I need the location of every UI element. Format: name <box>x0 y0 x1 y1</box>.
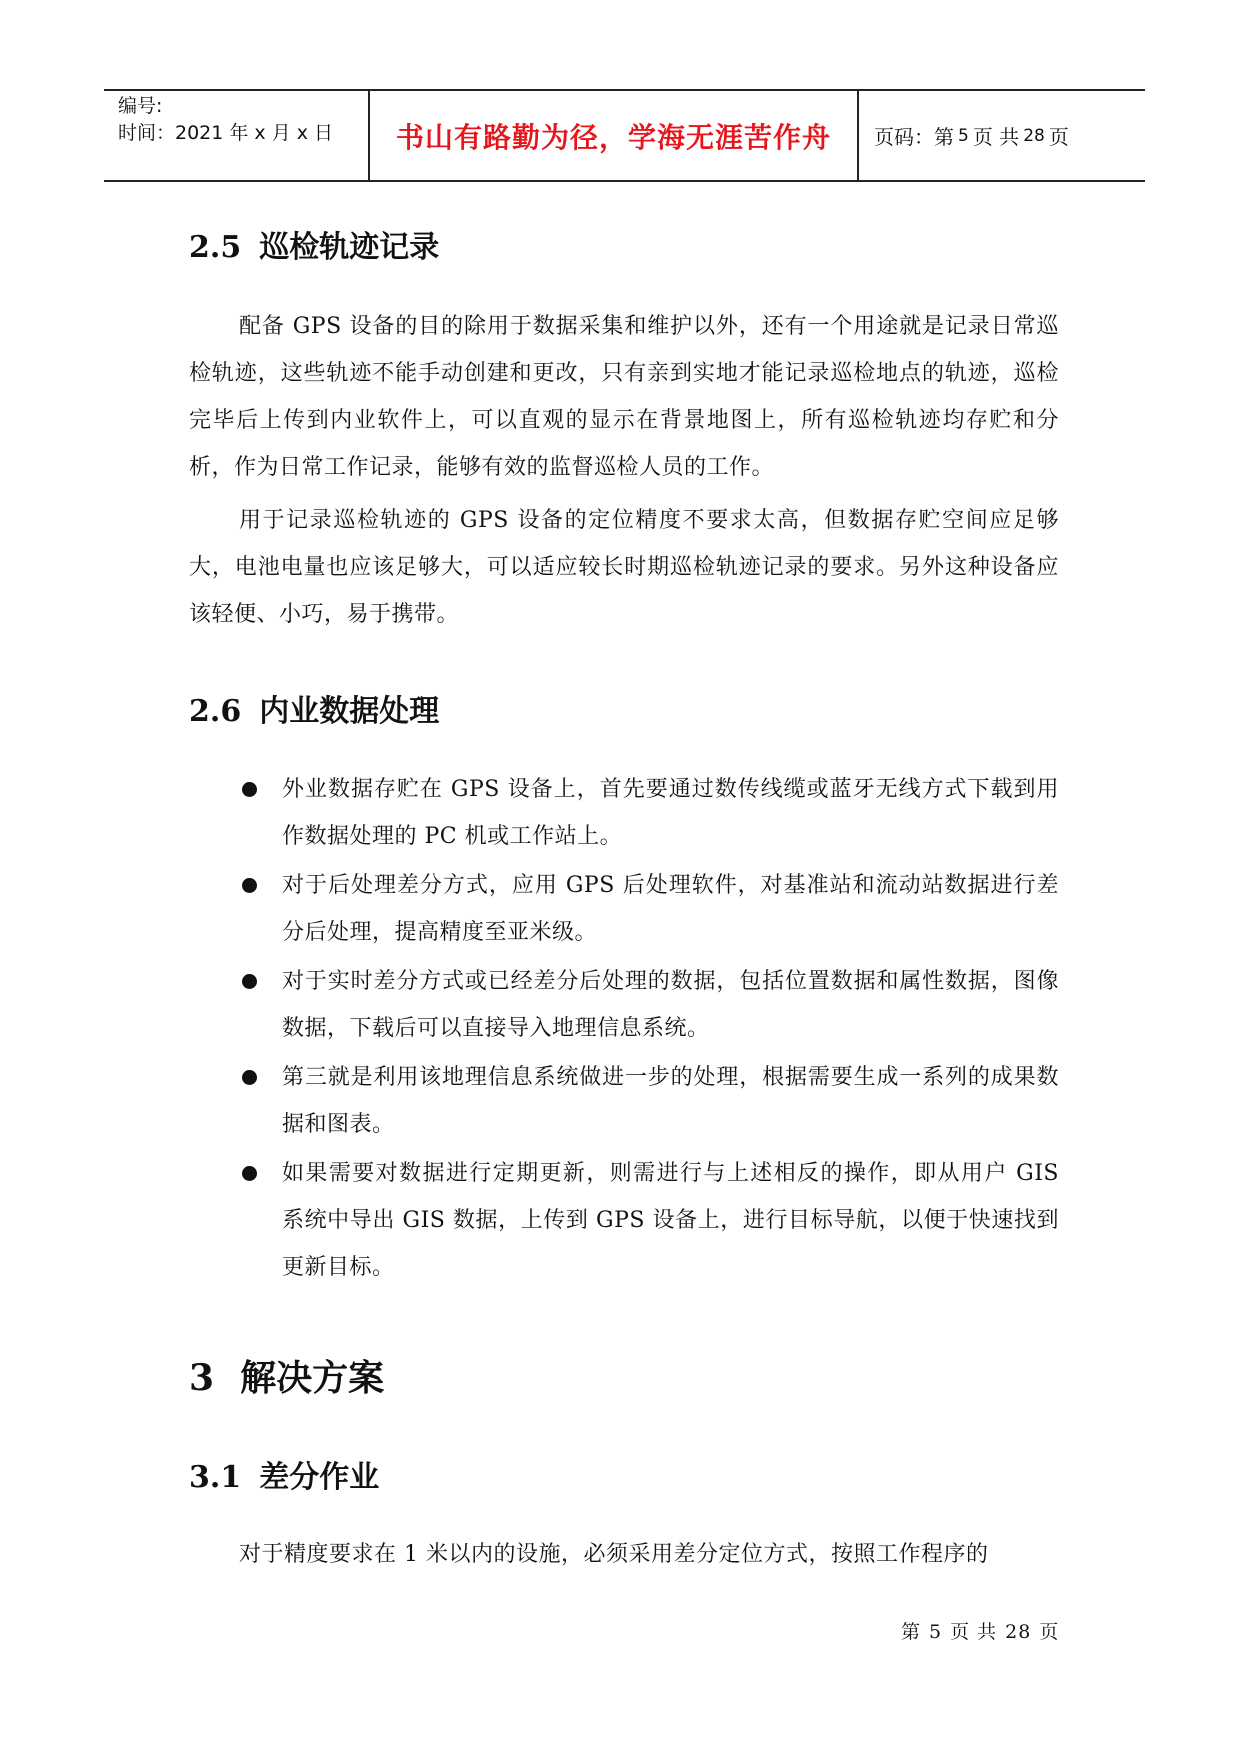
header-page-mid: 页 共 <box>972 125 1020 149</box>
footer-mid: 页 共 <box>950 1621 998 1643</box>
header-page-prefix: 页码：第 <box>874 125 954 149</box>
header-page-number: 5 <box>958 125 969 146</box>
footer-page-number: 5 <box>929 1621 943 1643</box>
section-number: 2.5 <box>189 230 242 265</box>
chapter-heading-3 <box>189 1350 384 1401</box>
section-heading-3-1 <box>189 1452 379 1496</box>
list-item-text: 外业数据存贮在 GPS 设备上，首先要通过数传线缆或蓝牙无线方式下载到用作数据处理的 PC 机或工作站上。 <box>282 777 1059 849</box>
chapter-title: 解决方案 <box>240 1357 385 1399</box>
paragraph: 用于记录巡检轨迹的 GPS 设备的定位精度不要求太高，但数据存贮空间应足够大，电池电量也应该足够大，可以适应较长时期巡检轨迹记录的要求。另外这种设备应该轻便、小巧，易于携带。 <box>189 508 1059 627</box>
footer-suffix: 页 <box>1039 1621 1060 1643</box>
list-item <box>189 1150 1059 1291</box>
section-heading-2-6 <box>189 686 439 730</box>
list-item-text: 第三就是利用该地理信息系统做进一步的处理，根据需要生成一系列的成果数据和图表。 <box>282 1065 1059 1137</box>
bullet-dot-icon <box>242 974 257 989</box>
footer-page-total: 28 <box>1005 1621 1032 1643</box>
section-title: 巡检轨迹记录 <box>259 230 440 265</box>
header-page-indicator <box>874 91 1069 180</box>
header-page-total: 28 <box>1023 125 1045 146</box>
bullet-dot-icon <box>242 1166 257 1181</box>
section-number: 2.6 <box>189 694 242 729</box>
paragraph: 配备 GPS 设备的目的除用于数据采集和维护以外，还有一个用途就是记录日常巡检轨迹，这些轨迹不能手动创建和更改，只有亲到实地才能记录巡检地点的轨迹，巡检完毕后上传到内业软件上，可以直观的显示在背景地图上，所有巡检轨迹均存贮和分析，作为日常工作记录，能够有效的监督巡检人员的工作。 <box>189 314 1059 480</box>
header-page-suffix: 页 <box>1048 125 1069 149</box>
section-number: 3.1 <box>189 1460 242 1495</box>
document-time-label: 时间：2021 年 x 月 x 日 <box>118 122 334 144</box>
page-footer <box>897 1617 1063 1644</box>
section-title: 内业数据处理 <box>259 694 440 729</box>
list-item <box>189 958 1059 1052</box>
header-divider <box>857 91 859 180</box>
footer-prefix: 第 <box>901 1621 922 1643</box>
list-item-text: 对于后处理差分方式，应用 GPS 后处理软件，对基准站和流动站数据进行差分后处理，提高精度至亚米级。 <box>282 873 1059 945</box>
bullet-dot-icon <box>242 782 257 797</box>
section-heading-2-5 <box>189 222 439 266</box>
section-title: 差分作业 <box>259 1460 380 1495</box>
paragraph: 对于精度要求在 1 米以内的设施，必须采用差分定位方式，按照工作程序的 <box>239 1542 989 1567</box>
list-item <box>189 1054 1059 1148</box>
bullet-dot-icon <box>242 1070 257 1085</box>
header-motto: 书山有路勤为径，学海无涯苦作舟 <box>395 120 831 154</box>
page-header <box>104 89 1145 182</box>
list-item-text: 对于实时差分方式或已经差分后处理的数据，包括位置数据和属性数据，图像数据，下载后可以直接导入地理信息系统。 <box>282 969 1059 1041</box>
bullet-list <box>189 766 1059 1293</box>
list-item-text: 如果需要对数据进行定期更新，则需进行与上述相反的操作，即从用户 GIS 系统中导出 GIS 数据，上传到 GPS 设备上，进行目标导航，以便于快速找到更新目标。 <box>282 1161 1059 1280</box>
list-item <box>189 766 1059 860</box>
chapter-number: 3 <box>189 1357 215 1399</box>
document-number-label: 编号: <box>118 95 163 117</box>
bullet-dot-icon <box>242 878 257 893</box>
list-item <box>189 862 1059 956</box>
header-meta <box>118 91 363 180</box>
